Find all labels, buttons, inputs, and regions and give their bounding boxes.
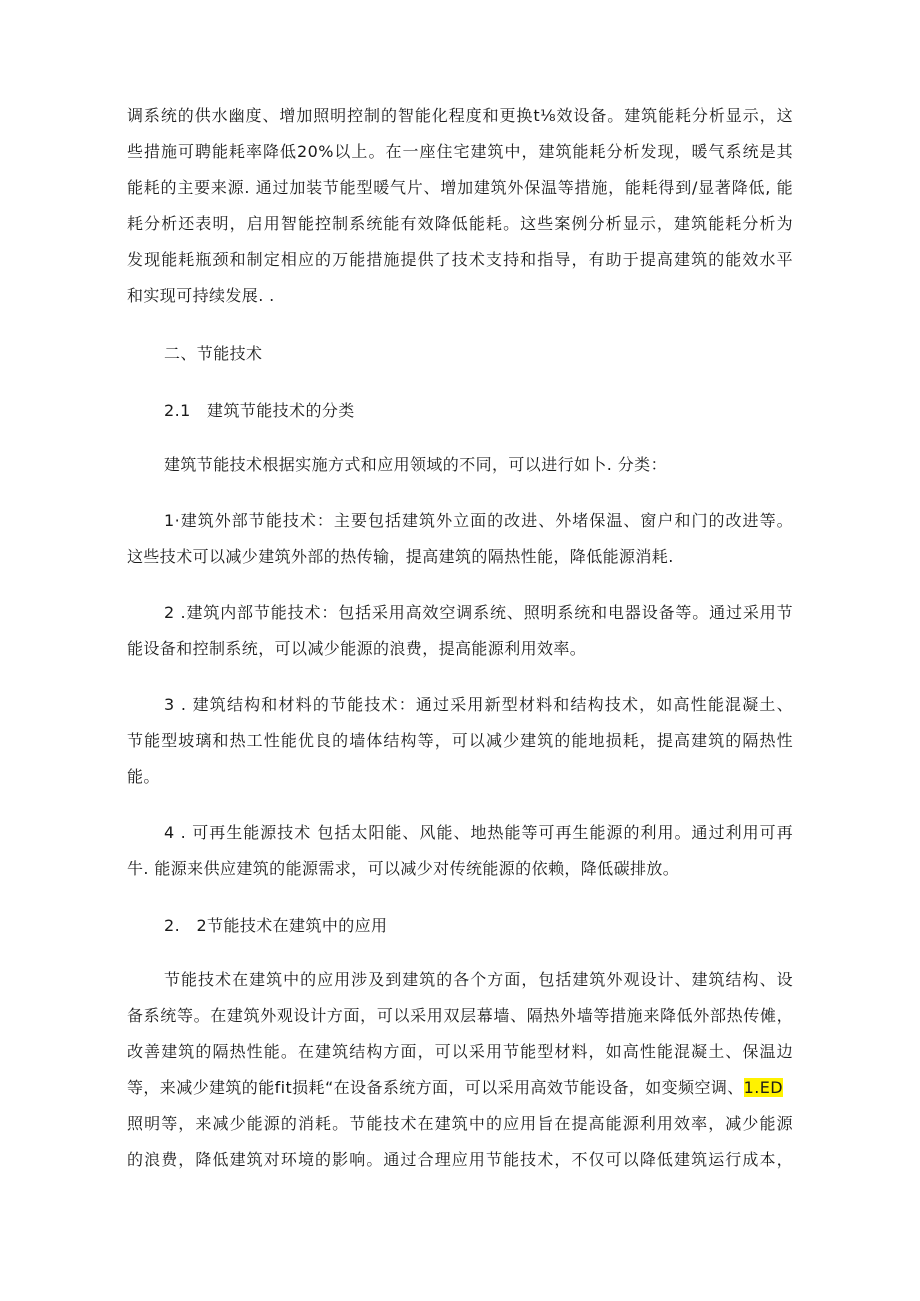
text-line: 节能技术在建筑中的应用涉及到建筑的各个方面，包括建筑外观设计、建筑结构、设 — [164, 970, 793, 989]
section-heading — [127, 336, 793, 372]
heading-text: 二、节能技术 — [164, 344, 263, 363]
text-line: 改善建筑的隔热性能。在建筑结构方面，可以采用节能型材料，如高性能混凝土、保温边 — [127, 1042, 793, 1061]
text-line: 牛. 能源来供应建筑的能源需求，可以减少对传统能源的依赖，降低碳排放。 — [127, 859, 680, 878]
text-line: 的浪费，降低建筑对环境的影响。通过合理应用节能技术，不仅可以降低建筑运行成本， — [127, 1150, 793, 1169]
list-item — [127, 595, 793, 667]
subsection-heading — [127, 393, 793, 429]
text-line: 调系统的供水幽度、增加照明控制的智能化程度和更换t⅛效设备。建筑能耗分析显示，这 — [127, 106, 793, 125]
text-line: 能设备和控制系统，可以减少能源的浪费，提高能源利用效率。 — [127, 639, 587, 658]
paragraph-application — [127, 962, 793, 1178]
text-line: 些措施可聘能耗率降低20%以上。在一座住宅建筑中，建筑能耗分析发现，暖气系统是其 — [127, 142, 793, 161]
subsection-heading — [127, 908, 793, 944]
heading-text: 2.1 建筑节能技术的分类 — [164, 401, 355, 420]
text-line: 发现能耗瓶颈和制定相应的万能措施提供了技术支持和指导，有助于提高建筑的能效水平 — [127, 250, 793, 269]
text-line: 4 . 可再生能源技术 包括太阳能、风能、地热能等可再生能源的利用。通过利用可再 — [164, 823, 793, 842]
list-item — [127, 687, 793, 795]
paragraph-energy-analysis — [127, 98, 793, 314]
text-line: 耗分析还表明，启用智能控制系统能有效降低能耗。这些案例分析显示，建筑能耗分析为 — [127, 214, 793, 233]
list-item — [127, 815, 793, 887]
text-line: 3 . 建筑结构和材料的节能技术：通过采用新型材料和结构技术，如高性能混凝土、 — [164, 695, 793, 714]
text-line: 节能型坡璃和热工性能优良的墙体结构等，可以减少建筑的能地损耗，提高建筑的隔热性 — [127, 731, 793, 750]
heading-text: 2. 2节能技术在建筑中的应用 — [164, 916, 388, 935]
text-segment: 等，来减少建筑的能fit损耗“在设备系统方面，可以采用高效节能设备，如变频空调、 — [127, 1078, 744, 1097]
text-line-with-highlight — [127, 1070, 793, 1106]
text-line: 照明等，来减少能源的消耗。节能技术在建筑中的应用旨在提高能源利用效率，减少能源 — [127, 1114, 793, 1133]
text-line: 建筑节能技术根据实施方式和应用领域的不同，可以进行如卜. 分类： — [164, 455, 667, 474]
text-line: 能耗的主要来源. 通过加装节能型暖气片、增加建筑外保温等措施，能耗得到/显著降低, 能 — [127, 178, 793, 197]
paragraph-intro — [127, 447, 793, 483]
text-line: 2 .建筑内部节能技术：包括采用高效空调系统、照明系统和电器设备等。通过采用节 — [164, 603, 793, 622]
text-line: 和实现可持续发展. . — [127, 286, 275, 305]
text-line: 1·建筑外部节能技术：主要包括建筑外立面的改进、外堵保温、窗户和门的改进等。 — [164, 511, 793, 530]
text-line: 备系统等。在建筑外观设计方面，可以采用双层幕墙、隔热外墙等措施来降低外部热传傩， — [127, 1006, 793, 1025]
highlighted-text: 1.ED — [743, 1078, 783, 1097]
text-line: 这些技术可以减少建筑外部的热传输，提高建筑的隔热性能，降低能源消耗. — [127, 547, 674, 566]
text-line: 能。 — [127, 767, 160, 786]
list-item — [127, 503, 793, 575]
